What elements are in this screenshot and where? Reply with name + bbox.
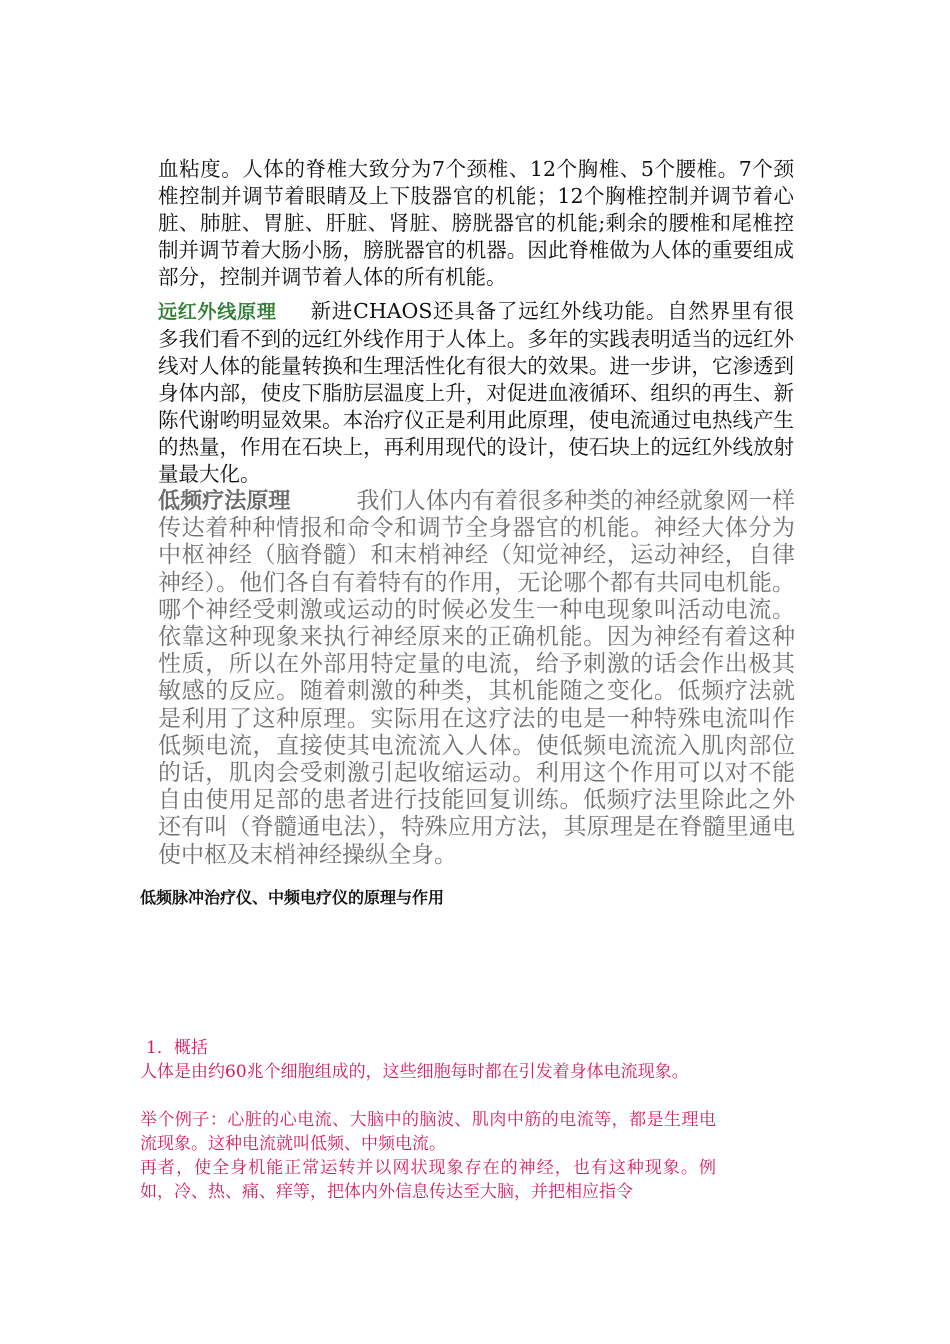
- section-title: 低频脉冲治疗仪、中频电疗仪的原理与作用: [140, 888, 445, 907]
- far-infrared-paragraph: [158, 298, 794, 488]
- spine-paragraph-text: 血粘度。人体的脊椎大致分为7个颈椎、12个胸椎、5个腰椎。7个颈椎控制并调节着眼睛及上下肢器官的机能；12个胸椎控制并调节着心脏、肺脏、胃脏、肝脏、肾脏、膀胱器官的机能;剩余的腰椎和尾椎控制并调节着大肠小肠，膀胱器官的机器。因此脊椎做为人体的重要组成部分，控制并调节着人体的所有机能。: [158, 157, 794, 289]
- spine-paragraph: [158, 156, 794, 291]
- far-infrared-body: 新进CHAOS还具备了远红外线功能。自然界里有很多我们看不到的远红外线作用于人体上。多年的实践表明适当的远红外线对人体的能量转换和生理活性化有很大的效果。进一步讲，它渗透到身体内部，使皮下脂肪层温度上升，对促进血液循环、组织的再生、新陈代谢哟明显效果。本治疗仪正是利用此原理，使电流通过电热线产生的热量，作用在石块上，再利用现代的设计，使石块上的远红外线放射量最大化。: [158, 299, 794, 486]
- low-frequency-heading: 低频疗法原理: [158, 489, 291, 514]
- low-frequency-body: 我们人体内有着很多种类的神经就象网一样传达着种种情报和命令和调节全身器官的机能。神经大体分为中枢神经（脑脊髓）和末梢神经（知觉神经，运动神经，自律神经）。他们各自有着特有的作用，无论哪个都有共同电机能。哪个神经受刺激或运动的时候必发生一种电现象叫活动电流。依靠这种现象来执行神经原来的正确机能。因为神经有着这种性质，所以在外部用特定量的电流，给予刺激的话会作出极其敏感的反应。随着刺激的种类，其机能随之变化。低频疗法就是利用了这种原理。实际用在这疗法的电是一种特殊电流叫作低频电流，直接使其电流流入人体。使低频电流流入肌肉部位的话，肌肉会受刺激引起收缩运动。利用这个作用可以对不能自由使用足部的患者进行技能回复训练。低频疗法里除此之外还有叫（脊髓通电法），特殊应用方法，其原理是在脊髓里通电使中枢及末梢神经操纵全身。: [158, 488, 795, 868]
- overview-subheading: 1．概括: [146, 1038, 208, 1058]
- overview-paragraph-3: 再者，使全身机能正常运转并以网状现象存在的神经，也有这种现象。例如，冷、热、痛、痒等，把体内外信息传达至大脑，并把相应指令: [140, 1158, 716, 1202]
- far-infrared-heading: 远红外线原理: [158, 301, 277, 323]
- overview-paragraph-1: 人体是由约60兆个细胞组成的，这些细胞每时都在引发着身体电流现象。: [140, 1062, 689, 1082]
- low-frequency-paragraph: [158, 488, 795, 869]
- overview-paragraph-2: 举个例子：心脏的心电流、大脑中的脑波、肌肉中筋的电流等，都是生理电流现象。这种电流就叫低频、中频电流。: [140, 1110, 716, 1154]
